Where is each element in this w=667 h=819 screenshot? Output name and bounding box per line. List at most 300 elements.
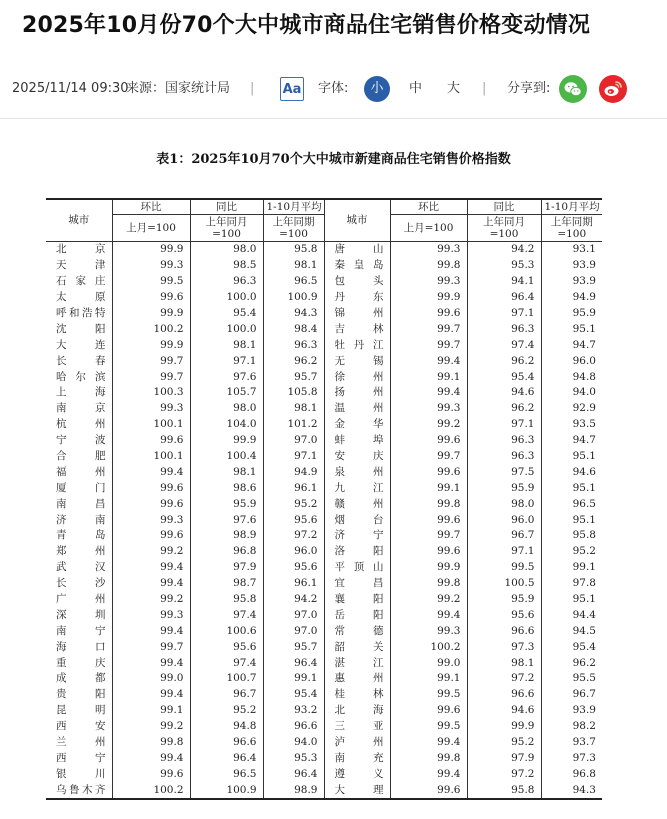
index-value-cell: 97.9	[190, 560, 263, 576]
table-row	[46, 242, 602, 258]
table-row	[46, 576, 602, 592]
index-value-cell: 97.3	[467, 639, 541, 655]
table-row	[46, 782, 602, 799]
table-row	[46, 655, 602, 671]
city-name-cell: 沈阳	[56, 322, 106, 335]
city-name-cell: 秦皇岛	[324, 258, 390, 274]
city-name-cell: 南宁	[56, 624, 106, 637]
index-value-cell: 101.2	[263, 417, 324, 433]
city-name-cell: 海口	[56, 640, 106, 653]
index-value-cell: 99.3	[112, 401, 190, 417]
city-name-cell: 安庆	[324, 449, 390, 465]
index-value-cell: 97.0	[263, 623, 324, 639]
city-name-cell: 泸州	[324, 735, 390, 751]
table-row	[46, 290, 602, 306]
source-label: 来源：国家统计局	[126, 81, 231, 96]
table-row	[46, 544, 602, 560]
city-name-cell: 扬州	[324, 385, 390, 401]
index-value-cell: 94.4	[541, 607, 602, 623]
price-index-table	[46, 198, 602, 800]
index-value-cell: 96.5	[541, 496, 602, 512]
index-value-cell: 100.4	[190, 449, 263, 465]
index-value-cell: 96.3	[467, 449, 541, 465]
index-value-cell: 99.2	[390, 417, 467, 433]
index-value-cell: 96.4	[467, 290, 541, 306]
city-name-cell: 青岛	[56, 529, 106, 542]
index-value-cell: 96.0	[467, 512, 541, 528]
table-row	[46, 306, 602, 322]
index-value-cell: 97.2	[467, 766, 541, 782]
index-value-cell: 96.6	[467, 623, 541, 639]
city-name-cell: 北京	[56, 243, 106, 256]
index-value-cell: 99.3	[112, 512, 190, 528]
index-value-cell: 97.4	[190, 607, 263, 623]
index-value-cell: 99.6	[390, 306, 467, 322]
index-value-cell: 97.1	[467, 306, 541, 322]
index-value-cell: 95.2	[190, 703, 263, 719]
index-value-cell: 97.6	[190, 512, 263, 528]
index-value-cell: 95.6	[263, 560, 324, 576]
city-name-cell: 宜昌	[324, 576, 390, 592]
index-value-cell: 99.3	[112, 607, 190, 623]
index-value-cell: 99.4	[112, 464, 190, 480]
table-row	[46, 337, 602, 353]
index-value-cell: 96.6	[190, 735, 263, 751]
index-value-cell: 94.6	[467, 703, 541, 719]
table-row	[46, 719, 602, 735]
index-value-cell: 99.6	[112, 528, 190, 544]
table-row	[46, 607, 602, 623]
index-value-cell: 96.4	[190, 751, 263, 767]
index-value-cell: 99.6	[390, 464, 467, 480]
index-value-cell: 96.8	[541, 766, 602, 782]
index-value-cell: 99.8	[390, 751, 467, 767]
index-value-cell: 95.8	[263, 242, 324, 258]
table-row	[46, 258, 602, 274]
index-value-cell: 94.8	[541, 369, 602, 385]
index-value-cell: 99.3	[390, 623, 467, 639]
index-value-cell: 99.9	[112, 337, 190, 353]
index-value-cell: 95.5	[541, 671, 602, 687]
page-title: 2025年10月份70个大中城市商品住宅销售价格变动情况	[22, 13, 591, 38]
column-base-mom: 上月=100	[112, 215, 190, 242]
city-name-cell: 遵义	[324, 766, 390, 782]
index-value-cell: 100.2	[112, 321, 190, 337]
city-name-cell: 福州	[56, 465, 106, 478]
table-row	[46, 766, 602, 782]
index-value-cell: 98.2	[541, 719, 602, 735]
index-value-cell: 99.9	[390, 560, 467, 576]
index-value-cell: 99.6	[112, 433, 190, 449]
publish-datetime: 2025/11/14 09:30	[12, 81, 129, 96]
index-value-cell: 99.7	[112, 639, 190, 655]
font-size-medium-button[interactable]: 中	[409, 81, 423, 96]
share-label: 分享到:	[507, 81, 551, 96]
index-value-cell: 95.8	[467, 782, 541, 799]
font-size-small-button[interactable]: 小	[364, 76, 390, 102]
index-value-cell: 94.7	[541, 337, 602, 353]
index-value-cell: 96.2	[467, 353, 541, 369]
city-name-cell: 桂林	[324, 687, 390, 703]
index-value-cell: 96.4	[263, 655, 324, 671]
index-value-cell: 94.0	[263, 735, 324, 751]
index-value-cell: 99.4	[390, 735, 467, 751]
index-value-cell: 94.8	[190, 719, 263, 735]
index-value-cell: 96.2	[541, 655, 602, 671]
city-name-cell: 徐州	[324, 369, 390, 385]
index-value-cell: 98.1	[263, 401, 324, 417]
index-value-cell: 98.4	[263, 321, 324, 337]
index-value-cell: 96.2	[467, 401, 541, 417]
index-value-cell: 97.1	[467, 544, 541, 560]
index-value-cell: 95.1	[541, 321, 602, 337]
index-value-cell: 98.0	[190, 242, 263, 258]
index-value-cell: 95.1	[541, 592, 602, 608]
index-value-cell: 96.8	[190, 544, 263, 560]
index-value-cell: 93.9	[541, 258, 602, 274]
table-row	[46, 512, 602, 528]
city-name-cell: 唐山	[324, 242, 390, 258]
index-value-cell: 93.5	[541, 417, 602, 433]
index-value-cell: 105.8	[263, 385, 324, 401]
index-value-cell: 97.1	[467, 417, 541, 433]
city-name-cell: 包头	[324, 274, 390, 290]
city-name-cell: 兰州	[56, 736, 106, 749]
index-value-cell: 99.6	[390, 433, 467, 449]
index-value-cell: 96.7	[190, 687, 263, 703]
table-row	[46, 735, 602, 751]
table-row	[46, 703, 602, 719]
index-value-cell: 99.4	[112, 576, 190, 592]
column-header-ytd: 1-10月平均	[541, 199, 602, 215]
city-name-cell: 大理	[324, 782, 390, 799]
index-value-cell: 100.0	[190, 290, 263, 306]
city-name-cell: 天津	[56, 259, 106, 272]
index-value-cell: 99.9	[467, 719, 541, 735]
index-value-cell: 99.4	[112, 655, 190, 671]
index-value-cell: 95.7	[263, 639, 324, 655]
index-value-cell: 100.2	[112, 782, 190, 799]
table-row	[46, 321, 602, 337]
table-row	[46, 433, 602, 449]
index-value-cell: 99.6	[112, 496, 190, 512]
city-name-cell: 烟台	[324, 512, 390, 528]
table-row	[46, 623, 602, 639]
city-name-cell: 无锡	[324, 353, 390, 369]
index-value-cell: 94.5	[541, 623, 602, 639]
index-value-cell: 93.1	[541, 242, 602, 258]
index-value-cell: 93.7	[541, 735, 602, 751]
index-value-cell: 92.9	[541, 401, 602, 417]
index-value-cell: 95.6	[467, 607, 541, 623]
city-name-cell: 大连	[56, 338, 106, 351]
index-value-cell: 98.1	[467, 655, 541, 671]
index-value-cell: 99.8	[112, 735, 190, 751]
index-value-cell: 99.9	[112, 242, 190, 258]
city-name-cell: 西安	[56, 720, 106, 733]
column-header-mom: 环比	[390, 199, 467, 215]
index-value-cell: 95.2	[263, 496, 324, 512]
index-value-cell: 99.4	[112, 623, 190, 639]
index-value-cell: 99.0	[112, 671, 190, 687]
index-value-cell: 100.5	[467, 576, 541, 592]
index-value-cell: 95.6	[190, 639, 263, 655]
index-value-cell: 99.9	[390, 290, 467, 306]
index-value-cell: 99.6	[390, 782, 467, 799]
table-row	[46, 417, 602, 433]
city-name-cell: 广州	[56, 593, 106, 606]
index-value-cell: 98.6	[190, 480, 263, 496]
index-value-cell: 99.7	[112, 353, 190, 369]
index-value-cell: 94.2	[467, 242, 541, 258]
table-row	[46, 480, 602, 496]
index-value-cell: 99.9	[112, 306, 190, 322]
index-value-cell: 99.7	[112, 369, 190, 385]
index-value-cell: 100.9	[190, 782, 263, 799]
index-value-cell: 100.6	[190, 623, 263, 639]
index-value-cell: 97.1	[190, 353, 263, 369]
index-value-cell: 95.4	[467, 369, 541, 385]
font-size-large-button[interactable]: 大	[447, 81, 461, 96]
index-value-cell: 99.3	[390, 274, 467, 290]
index-value-cell: 98.1	[190, 337, 263, 353]
index-value-cell: 94.3	[263, 306, 324, 322]
index-value-cell: 97.2	[263, 528, 324, 544]
index-value-cell: 99.3	[112, 258, 190, 274]
font-size-label: 字体:	[318, 81, 349, 96]
column-base-ytd: 上年同期=100	[541, 215, 602, 242]
index-value-cell: 95.4	[541, 639, 602, 655]
index-value-cell: 99.6	[390, 512, 467, 528]
index-value-cell: 95.8	[541, 528, 602, 544]
index-value-cell: 95.3	[467, 258, 541, 274]
column-base-yoy: 上年同月=100	[190, 215, 263, 242]
table-row	[46, 528, 602, 544]
index-value-cell: 100.7	[190, 671, 263, 687]
table-row	[46, 592, 602, 608]
table-row	[46, 639, 602, 655]
index-value-cell: 99.8	[390, 576, 467, 592]
city-name-cell: 郑州	[56, 545, 106, 558]
table-row	[46, 353, 602, 369]
table-row	[46, 449, 602, 465]
city-name-cell: 成都	[56, 672, 106, 685]
column-header-ytd: 1-10月平均	[263, 199, 324, 215]
index-value-cell: 98.0	[190, 401, 263, 417]
index-value-cell: 99.4	[390, 353, 467, 369]
index-value-cell: 97.3	[541, 751, 602, 767]
table-caption: 表1：2025年10月70个大中城市新建商品住宅销售价格指数	[156, 152, 511, 167]
city-name-cell: 南京	[56, 402, 106, 415]
city-name-cell: 重庆	[56, 656, 106, 669]
index-value-cell: 99.5	[390, 719, 467, 735]
index-value-cell: 99.4	[112, 560, 190, 576]
table-row	[46, 401, 602, 417]
index-value-cell: 96.3	[467, 433, 541, 449]
index-value-cell: 104.0	[190, 417, 263, 433]
city-name-cell: 赣州	[324, 496, 390, 512]
index-value-cell: 97.1	[263, 449, 324, 465]
index-value-cell: 95.8	[190, 592, 263, 608]
index-value-cell: 100.0	[190, 321, 263, 337]
city-name-cell: 吉林	[324, 321, 390, 337]
index-value-cell: 96.0	[541, 353, 602, 369]
city-name-cell: 杭州	[56, 418, 106, 431]
divider: |	[482, 81, 487, 96]
index-value-cell: 96.5	[190, 766, 263, 782]
index-value-cell: 99.3	[390, 242, 467, 258]
index-value-cell: 94.6	[541, 464, 602, 480]
city-name-cell: 长春	[56, 354, 106, 367]
index-value-cell: 95.6	[263, 512, 324, 528]
index-value-cell: 95.9	[467, 592, 541, 608]
column-base-mom: 上月=100	[390, 215, 467, 242]
divider: |	[250, 81, 255, 96]
index-value-cell: 97.4	[190, 655, 263, 671]
city-name-cell: 济南	[56, 513, 106, 526]
index-value-cell: 95.7	[263, 369, 324, 385]
index-value-cell: 94.6	[467, 385, 541, 401]
index-value-cell: 100.1	[112, 449, 190, 465]
index-value-cell: 98.0	[467, 496, 541, 512]
index-value-cell: 95.9	[541, 306, 602, 322]
column-header-yoy: 同比	[190, 199, 263, 215]
index-value-cell: 98.1	[190, 464, 263, 480]
index-value-cell: 95.4	[263, 687, 324, 703]
city-name-cell: 惠州	[324, 671, 390, 687]
city-name-cell: 锦州	[324, 306, 390, 322]
city-name-cell: 蚌埠	[324, 433, 390, 449]
index-value-cell: 98.9	[190, 528, 263, 544]
table-row	[46, 385, 602, 401]
index-value-cell: 100.2	[390, 639, 467, 655]
column-base-yoy: 上年同月=100	[467, 215, 541, 242]
city-name-cell: 济宁	[324, 528, 390, 544]
city-name-cell: 昆明	[56, 704, 106, 717]
city-name-cell: 西宁	[56, 751, 106, 764]
index-value-cell: 99.7	[390, 321, 467, 337]
city-name-cell: 石家庄	[56, 275, 106, 288]
index-value-cell: 96.3	[467, 321, 541, 337]
index-value-cell: 99.4	[112, 751, 190, 767]
index-value-cell: 99.8	[390, 258, 467, 274]
header-divider	[0, 118, 667, 119]
index-value-cell: 94.9	[541, 290, 602, 306]
city-name-cell: 岳阳	[324, 607, 390, 623]
table-row	[46, 687, 602, 703]
index-value-cell: 95.2	[467, 735, 541, 751]
city-name-cell: 温州	[324, 401, 390, 417]
index-value-cell: 97.9	[467, 751, 541, 767]
index-value-cell: 99.6	[390, 544, 467, 560]
city-name-cell: 哈尔滨	[56, 370, 106, 383]
city-name-cell: 三亚	[324, 719, 390, 735]
index-value-cell: 97.8	[541, 576, 602, 592]
index-value-cell: 99.6	[112, 766, 190, 782]
index-value-cell: 94.1	[467, 274, 541, 290]
index-value-cell: 99.2	[390, 592, 467, 608]
table-row	[46, 496, 602, 512]
index-value-cell: 99.9	[190, 433, 263, 449]
index-value-cell: 96.2	[263, 353, 324, 369]
city-name-cell: 泉州	[324, 464, 390, 480]
index-value-cell: 95.3	[263, 751, 324, 767]
index-value-cell: 98.7	[190, 576, 263, 592]
index-value-cell: 100.9	[263, 290, 324, 306]
index-value-cell: 95.4	[190, 306, 263, 322]
city-name-cell: 湛江	[324, 655, 390, 671]
city-name-cell: 乌鲁木齐	[46, 782, 112, 799]
table-row	[46, 671, 602, 687]
city-name-cell: 太原	[56, 291, 106, 304]
index-value-cell: 99.1	[390, 480, 467, 496]
index-value-cell: 95.1	[541, 449, 602, 465]
city-name-cell: 韶关	[324, 639, 390, 655]
city-name-cell: 武汉	[56, 561, 106, 574]
city-name-cell: 常德	[324, 623, 390, 639]
table-row	[46, 751, 602, 767]
column-header-yoy: 同比	[467, 199, 541, 215]
index-value-cell: 96.6	[263, 719, 324, 735]
city-name-cell: 南昌	[56, 497, 106, 510]
index-value-cell: 94.9	[263, 464, 324, 480]
index-value-cell: 95.2	[541, 544, 602, 560]
index-value-cell: 94.0	[541, 385, 602, 401]
column-header-city: 城市	[324, 199, 390, 242]
index-value-cell: 98.5	[190, 258, 263, 274]
table-row	[46, 560, 602, 576]
index-value-cell: 99.1	[263, 671, 324, 687]
index-value-cell: 99.8	[390, 496, 467, 512]
index-value-cell: 99.7	[390, 528, 467, 544]
article-meta	[12, 76, 657, 102]
city-name-cell: 上海	[56, 386, 106, 399]
index-value-cell: 97.6	[190, 369, 263, 385]
city-name-cell: 宁波	[56, 434, 106, 447]
index-value-cell: 99.6	[390, 703, 467, 719]
index-value-cell: 99.5	[390, 687, 467, 703]
city-name-cell: 金华	[324, 417, 390, 433]
weibo-share-button[interactable]	[599, 75, 627, 103]
city-name-cell: 厦门	[56, 481, 106, 494]
city-name-cell: 银川	[56, 767, 106, 780]
index-value-cell: 93.9	[541, 703, 602, 719]
city-name-cell: 丹东	[324, 290, 390, 306]
index-value-cell: 100.1	[112, 417, 190, 433]
index-value-cell: 99.1	[541, 560, 602, 576]
index-value-cell: 94.7	[541, 433, 602, 449]
index-value-cell: 99.4	[112, 687, 190, 703]
index-value-cell: 99.2	[112, 544, 190, 560]
index-value-cell: 99.1	[390, 671, 467, 687]
index-value-cell: 96.3	[263, 337, 324, 353]
index-value-cell: 99.5	[112, 274, 190, 290]
index-value-cell: 96.1	[263, 480, 324, 496]
index-value-cell: 96.4	[263, 766, 324, 782]
index-value-cell: 95.9	[190, 496, 263, 512]
index-value-cell: 98.9	[263, 782, 324, 799]
column-header-city: 城市	[46, 199, 112, 242]
index-value-cell: 96.0	[263, 544, 324, 560]
column-base-ytd: 上年同期=100	[263, 215, 324, 242]
index-value-cell: 96.3	[190, 274, 263, 290]
index-value-cell: 95.1	[541, 480, 602, 496]
index-value-cell: 99.4	[390, 385, 467, 401]
reader-mode-button[interactable]: Aa	[280, 77, 304, 101]
wechat-share-button[interactable]	[559, 75, 587, 103]
index-value-cell: 105.7	[190, 385, 263, 401]
index-value-cell: 96.7	[541, 687, 602, 703]
